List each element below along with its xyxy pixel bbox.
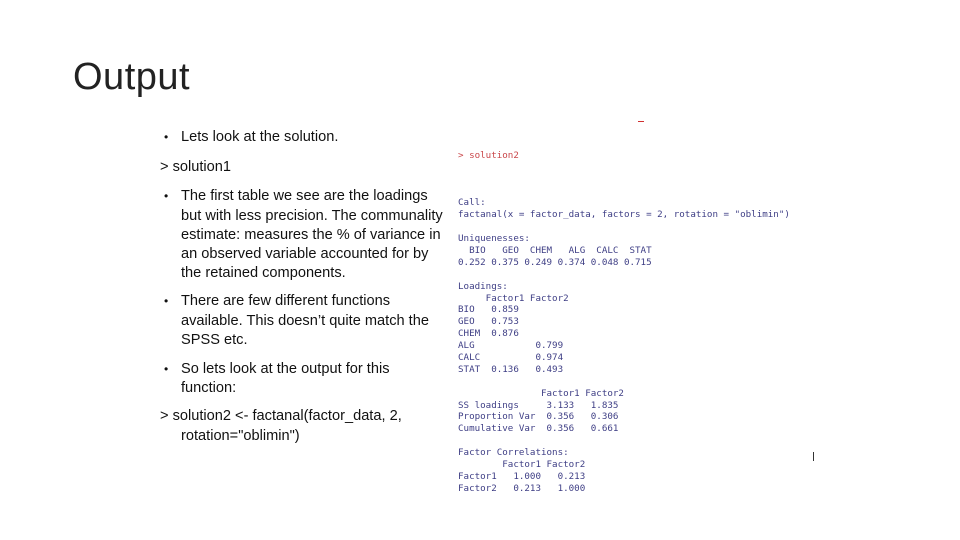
console-line: GEO 0.753 <box>458 316 519 328</box>
bullet-text: There are few different functions available. This doesn’t quite match the SPSS etc. <box>181 293 429 348</box>
console-line: Factor1 Factor2 <box>458 387 624 399</box>
console-command: > solution2 <box>458 149 519 161</box>
console-line: BIO 0.859 <box>458 304 519 316</box>
console-line: BIO GEO CHEM ALG CALC STAT <box>458 244 652 256</box>
console-line <box>458 186 838 198</box>
console-line: Loadings: <box>458 280 508 292</box>
console-lines <box>458 186 838 495</box>
slide-body-text <box>160 128 445 446</box>
console-line: SS loadings 3.133 1.835 <box>458 399 619 411</box>
console-line: Cumulative Var 0.356 0.661 <box>458 423 619 435</box>
console-line: ALG 0.799 <box>458 340 564 352</box>
bullet-dot: • <box>164 362 169 377</box>
console-line: CALC 0.974 <box>458 351 564 363</box>
console-line: factanal(x = factor_data, factors = 2, rotation = "oblimin") <box>458 209 790 221</box>
decorative-mark <box>638 121 644 122</box>
console-line: 0.252 0.375 0.249 0.374 0.048 0.715 <box>458 256 652 268</box>
console-line: STAT 0.136 0.493 <box>458 363 564 375</box>
console-line <box>458 376 838 388</box>
bullet-dot: • <box>164 130 169 144</box>
console-line <box>458 269 838 281</box>
text-cursor <box>813 452 814 461</box>
r-console-output <box>458 126 838 494</box>
console-line <box>458 435 838 447</box>
console-line: CHEM 0.876 <box>458 328 519 340</box>
bullet-text: Lets look at the solution. <box>181 129 339 145</box>
bullet-item <box>160 187 445 283</box>
console-line: Proportion Var 0.356 0.306 <box>458 411 619 423</box>
console-line: Factor Correlations: <box>458 447 569 459</box>
console-line <box>458 221 838 233</box>
console-line: Call: <box>458 197 486 209</box>
code-line: > solution2 <- factanal(factor_data, 2, rotation="oblimin") <box>160 408 406 444</box>
console-line: Factor1 1.000 0.213 <box>458 470 586 482</box>
code-line: > solution1 <box>160 159 231 176</box>
bullet-text: The first table we see are the loadings but with less precision. The communality estimate: measures the % of variance in an observed variable accounted for by the retained components. <box>181 188 443 282</box>
bullet-item <box>160 292 445 350</box>
slide-title: Output <box>73 56 191 98</box>
console-line: Factor1 Factor2 <box>458 459 586 470</box>
bullet-dot: • <box>164 189 169 204</box>
console-line: Factor2 0.213 1.000 <box>458 482 586 494</box>
console-line: Factor1 Factor2 <box>458 292 569 304</box>
bullet-text: So lets look at the output for this function: <box>181 361 390 397</box>
bullet-item <box>160 360 445 398</box>
bullet-dot: • <box>164 294 169 309</box>
bullet-item <box>160 128 445 147</box>
console-line: Uniquenesses: <box>458 233 530 245</box>
